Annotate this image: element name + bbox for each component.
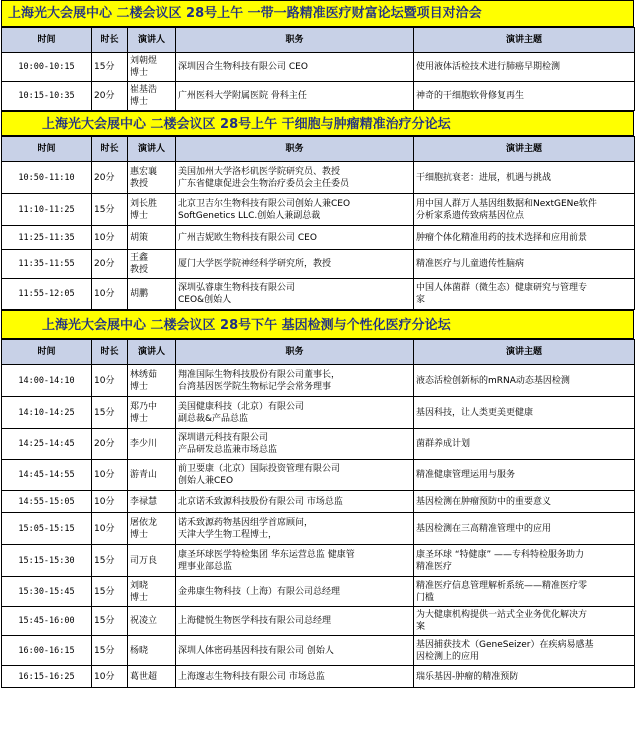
schedule-table [1, 339, 635, 688]
header-duration: 时长 [92, 137, 128, 162]
topic-cell: 基因科技，让人类更美更健康 [414, 397, 635, 429]
header-speaker: 演讲人 [128, 340, 176, 365]
duration-cell: 10分 [92, 460, 128, 491]
duration-cell: 10分 [92, 279, 128, 310]
time-cell: 11:25-11:35 [2, 226, 92, 250]
topic-cell: 液态活检创新标的mRNA动态基因检测 [414, 365, 635, 397]
time-cell: 10:15-10:35 [2, 82, 92, 111]
table-row [2, 666, 635, 688]
speaker-cell: 李少川 [128, 429, 176, 460]
table-row [2, 577, 635, 607]
topic-cell: 为大健康机构提供一站式全业务优化解决方 案 [414, 607, 635, 636]
time-cell: 10:00-10:15 [2, 53, 92, 82]
speaker-cell: 刘晓 博士 [128, 577, 176, 607]
table-header-row [2, 28, 635, 53]
schedule-table [1, 27, 635, 111]
duration-cell: 10分 [92, 365, 128, 397]
duration-cell: 15分 [92, 397, 128, 429]
time-cell: 11:35-11:55 [2, 250, 92, 279]
time-cell: 15:05-15:15 [2, 513, 92, 545]
topic-cell: 康圣环球 “特健康” ——专科特检服务助力 精准医疗 [414, 545, 635, 577]
header-speaker: 演讲人 [128, 137, 176, 162]
topic-cell: 中国人体菌群（微生态）健康研究与管理专 家 [414, 279, 635, 310]
position-cell: 诺禾致源药物基因组学首席顾问， 天津大学生物工程博士， [176, 513, 414, 545]
speaker-cell: 刘朝煜 博士 [128, 53, 176, 82]
topic-cell: 用中国人群万人基因组数据和NextGENe软件 分析家系遗传致病基因位点 [414, 194, 635, 226]
position-cell: 深圳因合生物科技有限公司 CEO [176, 53, 414, 82]
header-speaker: 演讲人 [128, 28, 176, 53]
topic-cell: 菌群养成计划 [414, 429, 635, 460]
table-row [2, 607, 635, 636]
position-cell: 北京诺禾致源科技股份有限公司 市场总监 [176, 491, 414, 513]
speaker-cell: 林绣茹 博士 [128, 365, 176, 397]
topic-cell: 精准健康管理运用与服务 [414, 460, 635, 491]
topic-cell: 精准医疗信息管理解析系统——精准医疗零 门槛 [414, 577, 635, 607]
table-row [2, 545, 635, 577]
table-row [2, 162, 635, 194]
position-cell: 广州吉妮欧生物科技有限公司 CEO [176, 226, 414, 250]
header-time: 时间 [2, 28, 92, 53]
time-cell: 14:45-14:55 [2, 460, 92, 491]
time-cell: 14:00-14:10 [2, 365, 92, 397]
section-banner: 上海光大会展中心 二楼会议区 28号下午 基因检测与个性化医疗分论坛 [1, 310, 634, 339]
speaker-cell: 杨晓 [128, 636, 176, 666]
time-cell: 11:55-12:05 [2, 279, 92, 310]
conference-schedule [1, 0, 634, 688]
section-banner: 上海光大会展中心 二楼会议区 28号上午 干细胞与肿瘤精准治疗分论坛 [1, 111, 634, 136]
duration-cell: 20分 [92, 162, 128, 194]
time-cell: 15:45-16:00 [2, 607, 92, 636]
time-cell: 10:50-11:10 [2, 162, 92, 194]
duration-cell: 15分 [92, 577, 128, 607]
position-cell: 广州医科大学附属医院 骨科主任 [176, 82, 414, 111]
table-row [2, 397, 635, 429]
table-row [2, 194, 635, 226]
table-row [2, 82, 635, 111]
position-cell: 深圳人体密码基因科技有限公司 创始人 [176, 636, 414, 666]
topic-cell: 使用液体活检技术进行肺癌早期检测 [414, 53, 635, 82]
schedule-table [1, 136, 635, 310]
topic-cell: 基因检测在肿瘤预防中的重要意义 [414, 491, 635, 513]
speaker-cell: 胡策 [128, 226, 176, 250]
speaker-cell: 屠依龙 博士 [128, 513, 176, 545]
speaker-cell: 惠宏襄 教授 [128, 162, 176, 194]
header-topic: 演讲主题 [414, 28, 635, 53]
position-cell: 上海健悦生物医学科技有限公司总经理 [176, 607, 414, 636]
header-topic: 演讲主题 [414, 137, 635, 162]
time-cell: 11:10-11:25 [2, 194, 92, 226]
header-duration: 时长 [92, 340, 128, 365]
table-row [2, 636, 635, 666]
topic-cell: 瑞乐基因-肿瘤的精准预防 [414, 666, 635, 688]
table-row [2, 491, 635, 513]
header-topic: 演讲主题 [414, 340, 635, 365]
speaker-cell: 崔基浩 博士 [128, 82, 176, 111]
speaker-cell: 李禄慧 [128, 491, 176, 513]
duration-cell: 20分 [92, 429, 128, 460]
header-time: 时间 [2, 340, 92, 365]
duration-cell: 10分 [92, 513, 128, 545]
speaker-cell: 游青山 [128, 460, 176, 491]
position-cell: 上海邃志生物科技有限公司 市场总监 [176, 666, 414, 688]
table-row [2, 365, 635, 397]
duration-cell: 10分 [92, 226, 128, 250]
table-row [2, 513, 635, 545]
position-cell: 深圳谱元科技有限公司 产品研发总监兼市场总监 [176, 429, 414, 460]
position-cell: 金弗康生物科技（上海）有限公司总经理 [176, 577, 414, 607]
position-cell: 翔准国际生物科技股份有限公司董事长， 台湾基因医学院生物标记学会常务理事 [176, 365, 414, 397]
speaker-cell: 郑乃中 博士 [128, 397, 176, 429]
time-cell: 14:10-14:25 [2, 397, 92, 429]
section-banner: 上海光大会展中心 二楼会议区 28号上午 一带一路精准医疗财富论坛暨项目对洽会 [1, 0, 634, 27]
header-time: 时间 [2, 137, 92, 162]
position-cell: 北京卫吉尔生物科技有限公司创始人兼CEO SoftGenetics LLC.创始人兼副总裁 [176, 194, 414, 226]
duration-cell: 15分 [92, 194, 128, 226]
header-duration: 时长 [92, 28, 128, 53]
position-cell: 美国加州大学洛杉矶医学院研究员、教授 广东省健康促进会生物治疗委员会主任委员 [176, 162, 414, 194]
table-header-row [2, 137, 635, 162]
duration-cell: 10分 [92, 666, 128, 688]
position-cell: 康圣环球医学特检集团 华东运营总监 健康管 理事业部总监 [176, 545, 414, 577]
header-position: 职务 [176, 28, 414, 53]
duration-cell: 20分 [92, 82, 128, 111]
position-cell: 深圳弘睿康生物科技有限公司 CEO&创始人 [176, 279, 414, 310]
duration-cell: 15分 [92, 636, 128, 666]
speaker-cell: 祝凌立 [128, 607, 176, 636]
duration-cell: 15分 [92, 53, 128, 82]
topic-cell: 精准医疗与儿童遗传性脑病 [414, 250, 635, 279]
speaker-cell: 刘长胜 博士 [128, 194, 176, 226]
table-row [2, 226, 635, 250]
duration-cell: 15分 [92, 607, 128, 636]
position-cell: 前卫要康（北京）国际投资管理有限公司 创始人兼CEO [176, 460, 414, 491]
table-row [2, 279, 635, 310]
time-cell: 14:25-14:45 [2, 429, 92, 460]
duration-cell: 10分 [92, 491, 128, 513]
time-cell: 15:15-15:30 [2, 545, 92, 577]
speaker-cell: 司万良 [128, 545, 176, 577]
speaker-cell: 王鑫 教授 [128, 250, 176, 279]
table-header-row [2, 340, 635, 365]
table-row [2, 429, 635, 460]
time-cell: 16:00-16:15 [2, 636, 92, 666]
table-row [2, 53, 635, 82]
position-cell: 厦门大学医学院神经科学研究所，教授 [176, 250, 414, 279]
header-position: 职务 [176, 340, 414, 365]
topic-cell: 神奇的干细胞软骨修复再生 [414, 82, 635, 111]
time-cell: 14:55-15:05 [2, 491, 92, 513]
table-row [2, 460, 635, 491]
table-row [2, 250, 635, 279]
speaker-cell: 胡鹏 [128, 279, 176, 310]
speaker-cell: 葛世超 [128, 666, 176, 688]
time-cell: 15:30-15:45 [2, 577, 92, 607]
topic-cell: 基因捕获技术（GeneSeizer）在疾病易感基 因检测上的应用 [414, 636, 635, 666]
topic-cell: 基因检测在三高精准管理中的应用 [414, 513, 635, 545]
time-cell: 16:15-16:25 [2, 666, 92, 688]
position-cell: 美国健康科技（北京）有限公司 副总裁&产品总监 [176, 397, 414, 429]
topic-cell: 干细胞抗衰老：进展，机遇与挑战 [414, 162, 635, 194]
duration-cell: 20分 [92, 250, 128, 279]
header-position: 职务 [176, 137, 414, 162]
duration-cell: 15分 [92, 545, 128, 577]
topic-cell: 肿瘤个体化精准用药的技术选择和应用前景 [414, 226, 635, 250]
